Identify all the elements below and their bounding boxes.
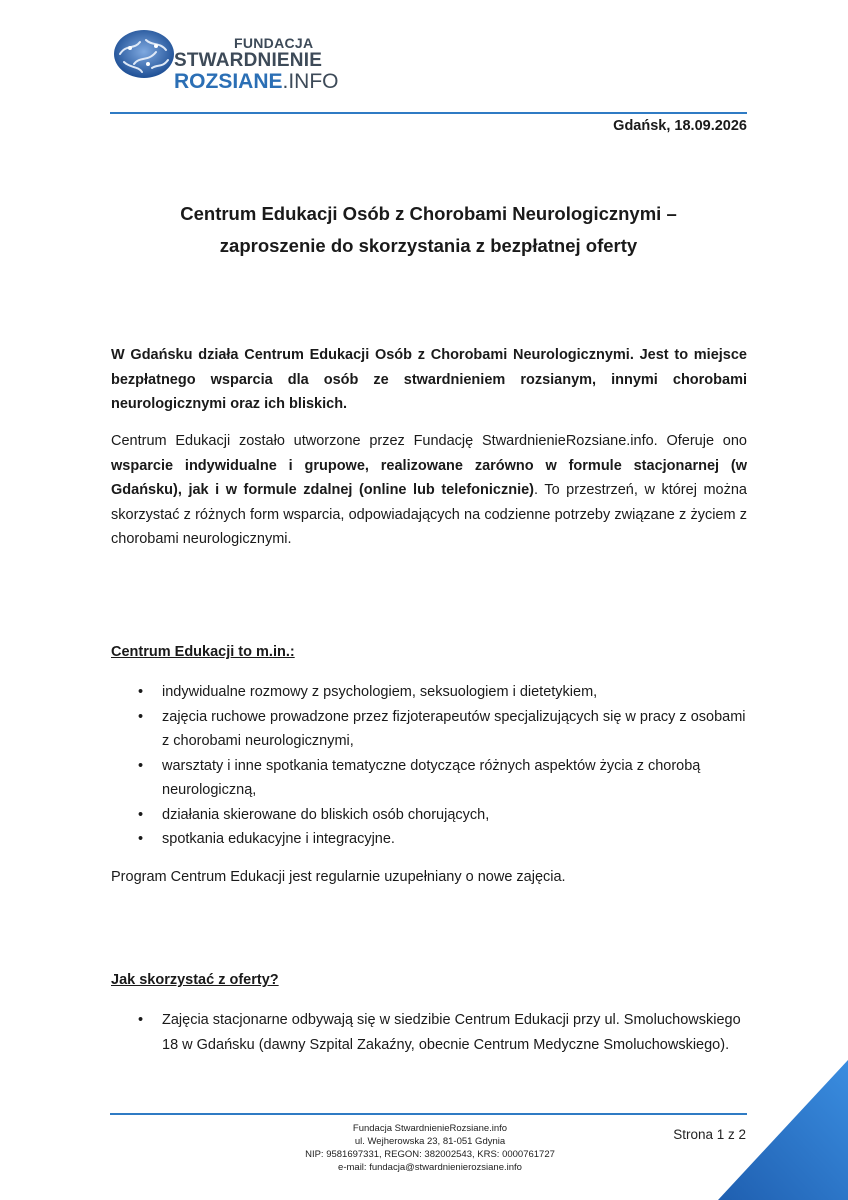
header-rule bbox=[110, 112, 747, 114]
offer-item-text: spotkania edukacyjne i integracyjne. bbox=[162, 831, 395, 847]
footer-rule bbox=[110, 1113, 747, 1115]
logo-info: .INFO bbox=[282, 70, 339, 93]
intro-p2-bold: wsparcie indywidualne i grupowe, realizowane zarówno w formule stacjonarnej (w Gdańsku), jak i w formule zdalnej (online lub telefonicznie) bbox=[111, 457, 747, 498]
bullet-icon: • bbox=[138, 806, 144, 823]
offer-list bbox=[111, 680, 751, 852]
howto-item-text: Zajęcia stacjonarne odbywają się w siedzibie Centrum Edukacji przy ul. Smoluchowskiego 18 w Gdańsku (dawny Szpital Zakaźny, obecnie Centrum Medyczne Smoluchowskiego). bbox=[162, 1012, 741, 1053]
section-offer-heading: Centrum Edukacji to m.in.: bbox=[111, 644, 295, 660]
bullet-icon: • bbox=[138, 708, 144, 725]
footer-contact bbox=[200, 1122, 660, 1174]
logo-line-rozsiane bbox=[174, 71, 339, 92]
document-date: Gdańsk, 18.09.2026 bbox=[613, 118, 747, 134]
bullet-icon: • bbox=[138, 684, 144, 700]
program-note: Program Centrum Edukacji jest regularnie uzupełniany o nowe zajęcia. bbox=[111, 869, 566, 885]
document-title bbox=[110, 198, 747, 262]
brain-icon bbox=[112, 24, 176, 88]
list-item bbox=[111, 1008, 751, 1057]
intro-p2-start: Centrum Edukacji zostało utworzone przez Fundację StwardnienieRozsiane.info. Oferuje ono bbox=[111, 433, 747, 449]
list-item bbox=[111, 803, 751, 828]
section-howto-heading: Jak skorzystać z oferty? bbox=[111, 972, 279, 988]
intro-p2-end: . To przestrzeń, w której można skorzystać z różnych form wsparcia, odpowiadających na codzienne potrzeby związane z życiem z chorobami neurologicznymi. bbox=[111, 482, 747, 547]
offer-item-text: działania skierowane do bliskich osób chorujących, bbox=[162, 806, 490, 823]
intro-paragraph-1: W Gdańsku działa Centrum Edukacji Osób z Chorobami Neurologicznymi. Jest to miejsce bezpłatnego wsparcia dla osób ze stwardnieniem rozsianym, innymi chorobami neurologicznymi oraz ich bliskich. bbox=[111, 347, 747, 412]
list-item bbox=[111, 827, 751, 852]
corner-decoration bbox=[718, 1060, 848, 1200]
bullet-icon: • bbox=[138, 1012, 144, 1028]
logo-rozsiane: ROZSIANE bbox=[174, 70, 283, 93]
title-line-1: Centrum Edukacji Osób z Chorobami Neurologicznymi – bbox=[180, 203, 677, 224]
bullet-icon: • bbox=[138, 757, 144, 774]
howto-list bbox=[111, 1008, 751, 1057]
intro-paragraph-2 bbox=[111, 429, 747, 552]
footer-address: ul. Wejherowska 23, 81-051 Gdynia bbox=[354, 1136, 506, 1147]
title-line-2: zaproszenie do skorzystania z bezpłatnej oferty bbox=[219, 235, 638, 256]
foundation-logo bbox=[112, 20, 339, 96]
list-item bbox=[111, 754, 751, 803]
logo-line-stwardnienie: STWARDNIENIE bbox=[174, 50, 323, 71]
offer-item-text: indywidualne rozmowy z psychologiem, seksuologiem i dietetykiem, bbox=[162, 684, 598, 700]
footer-org-name: Fundacja StwardnienieRozsiane.info bbox=[352, 1123, 508, 1134]
list-item bbox=[111, 705, 751, 754]
footer-registry: NIP: 9581697331, REGON: 382002543, KRS: 0000761727 bbox=[305, 1149, 555, 1160]
logo-wordmark bbox=[174, 36, 339, 92]
offer-item-text: warsztaty i inne spotkania tematyczne dotyczące różnych aspektów życia z chorobą neurologiczną, bbox=[162, 757, 701, 798]
list-item bbox=[111, 680, 751, 705]
bullet-icon: • bbox=[138, 831, 144, 847]
page-number: Strona 1 z 2 bbox=[673, 1127, 746, 1142]
logo-line-fundacja: FUNDACJA bbox=[234, 35, 314, 51]
offer-item-text: zajęcia ruchowe prowadzone przez fizjoterapeutów specjalizujących się w pracy z osobami z chorobami neurologicznymi, bbox=[162, 708, 746, 749]
footer-email: e-mail: fundacja@stwardnienierozsiane.info bbox=[338, 1162, 522, 1173]
